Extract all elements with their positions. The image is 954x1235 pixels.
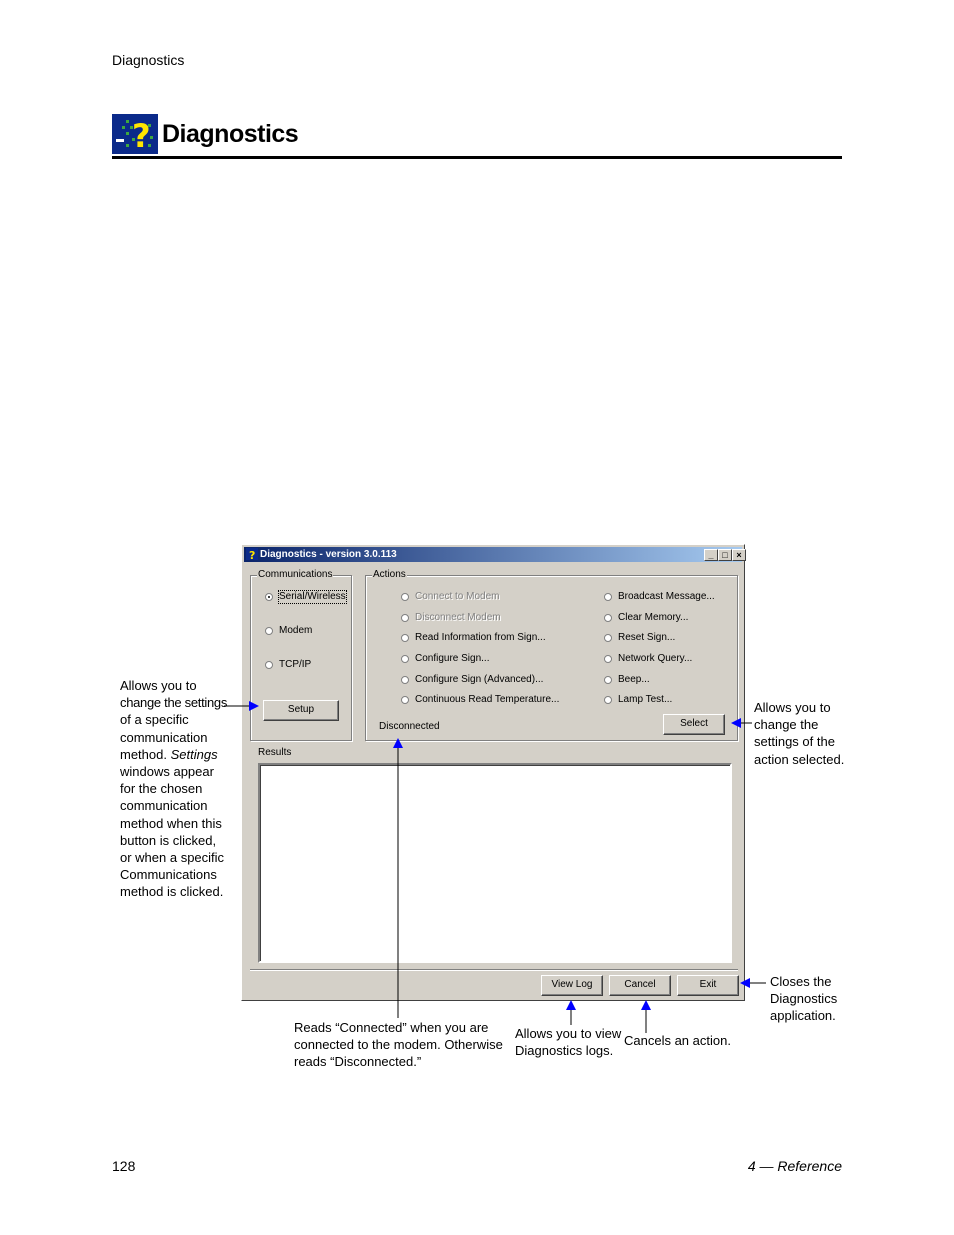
- setup-button[interactable]: Setup: [263, 700, 339, 721]
- exit-button[interactable]: Exit: [677, 975, 739, 996]
- communications-label: Communications: [258, 569, 333, 580]
- radio-continuous-read-temperature-label[interactable]: Continuous Read Temperature...: [415, 694, 560, 705]
- svg-text:?: ?: [132, 117, 151, 154]
- radio-lamp-test-label[interactable]: Lamp Test...: [618, 694, 673, 705]
- connection-status: Disconnected: [379, 721, 440, 732]
- callout-line: change the settings: [120, 695, 228, 711]
- radio-disconnect-modem-label[interactable]: Disconnect Modem: [415, 612, 501, 623]
- callout-line: application.: [770, 1008, 836, 1024]
- select-callout: [754, 699, 844, 768]
- callout-line: [120, 746, 230, 763]
- app-icon: [246, 548, 258, 560]
- callout-line: Allows you to: [754, 700, 831, 715]
- radio-serial-wireless-label[interactable]: Serial/Wireless: [279, 591, 346, 602]
- radio-disconnect-modem[interactable]: [401, 614, 409, 622]
- radio-network-query-label[interactable]: Network Query...: [618, 653, 693, 664]
- callout-line: Reads “Connected” when you are: [294, 1020, 489, 1035]
- actions-label: Actions: [373, 569, 406, 580]
- radio-beep-label[interactable]: Beep...: [618, 674, 650, 685]
- callout-line: button is clicked,: [120, 832, 217, 848]
- radio-tcpip-label[interactable]: TCP/IP: [279, 659, 312, 670]
- radio-configure-sign-advanced[interactable]: [401, 676, 409, 684]
- page-number: 128: [112, 1158, 136, 1174]
- callout-line: windows appear: [120, 764, 214, 780]
- radio-read-information-label[interactable]: Read Information from Sign...: [415, 632, 546, 643]
- callout-line: of a specific: [120, 712, 189, 728]
- callout-line: Allows you to: [120, 678, 197, 693]
- communications-group: [250, 569, 352, 741]
- radio-continuous-read-temperature[interactable]: [401, 696, 409, 704]
- actions-group: [365, 569, 738, 741]
- cancel-button[interactable]: Cancel: [609, 975, 671, 996]
- results-textarea[interactable]: [258, 763, 732, 963]
- exit-callout: [770, 973, 837, 1025]
- cancel-callout: [624, 1032, 731, 1049]
- view-log-callout: [515, 1025, 621, 1059]
- callout-line: Closes the: [770, 974, 832, 989]
- window-titlebar[interactable]: [244, 547, 742, 562]
- view-log-button[interactable]: View Log: [541, 975, 603, 996]
- callout-line: Diagnostics logs.: [515, 1043, 614, 1059]
- radio-read-information[interactable]: [401, 634, 409, 642]
- setup-callout: [120, 677, 230, 901]
- callout-line: connected to the modem. Otherwise: [294, 1037, 503, 1053]
- maximize-button[interactable]: □: [718, 549, 732, 561]
- radio-clear-memory[interactable]: [604, 614, 612, 622]
- callout-line: action selected.: [754, 751, 845, 767]
- radio-connect-to-modem-label[interactable]: Connect to Modem: [415, 591, 500, 602]
- chapter-footer: 4 — Reference: [747, 1158, 842, 1174]
- callout-line: change the: [754, 717, 819, 733]
- radio-clear-memory-label[interactable]: Clear Memory...: [618, 612, 689, 623]
- diagnostics-window: [241, 544, 745, 1001]
- select-button[interactable]: Select: [663, 714, 725, 735]
- title-rule: [112, 156, 842, 159]
- callout-line: communication: [120, 729, 208, 745]
- callout-line: method when this: [120, 815, 222, 831]
- radio-broadcast-message-label[interactable]: Broadcast Message...: [618, 591, 715, 602]
- callout-line: method is clicked.: [120, 884, 224, 900]
- results-label: Results: [258, 747, 292, 758]
- radio-reset-sign[interactable]: [604, 634, 612, 642]
- radio-tcpip[interactable]: [265, 661, 273, 669]
- radio-modem-label[interactable]: Modem: [279, 625, 313, 636]
- callout-line: communication: [120, 798, 208, 814]
- radio-configure-sign[interactable]: [401, 655, 409, 663]
- callout-line: Diagnostics: [770, 991, 838, 1007]
- radio-lamp-test[interactable]: [604, 696, 612, 704]
- status-callout: [294, 1019, 503, 1071]
- divider: [250, 969, 738, 970]
- minimize-button[interactable]: _: [704, 549, 718, 561]
- close-button[interactable]: ×: [732, 549, 746, 561]
- callout-line: or when a specific: [120, 850, 225, 866]
- callout-line: for the chosen: [120, 781, 203, 797]
- radio-reset-sign-label[interactable]: Reset Sign...: [618, 632, 676, 643]
- callout-line: settings of the: [754, 734, 835, 750]
- radio-serial-wireless[interactable]: [265, 593, 273, 601]
- window-title: Diagnostics - version 3.0.113: [260, 549, 397, 560]
- page-title: Diagnostics: [162, 120, 299, 148]
- radio-modem[interactable]: [265, 627, 273, 635]
- callout-text: method.: [120, 746, 167, 762]
- radio-connect-to-modem[interactable]: [401, 593, 409, 601]
- svg-text:?: ?: [249, 549, 256, 560]
- callout-italic: Settings: [170, 746, 218, 762]
- radio-configure-sign-label[interactable]: Configure Sign...: [415, 653, 490, 664]
- running-head: Diagnostics: [112, 52, 185, 68]
- radio-broadcast-message[interactable]: [604, 593, 612, 601]
- radio-network-query[interactable]: [604, 655, 612, 663]
- callout-line: Allows you to view: [515, 1026, 622, 1041]
- callout-line: Cancels an action.: [624, 1033, 731, 1048]
- radio-beep[interactable]: [604, 676, 612, 684]
- diagnostics-question-icon: [112, 114, 158, 154]
- callout-line: Communications: [120, 867, 217, 883]
- radio-configure-sign-advanced-label[interactable]: Configure Sign (Advanced)...: [415, 674, 544, 685]
- callout-line: reads “Disconnected.”: [294, 1054, 422, 1070]
